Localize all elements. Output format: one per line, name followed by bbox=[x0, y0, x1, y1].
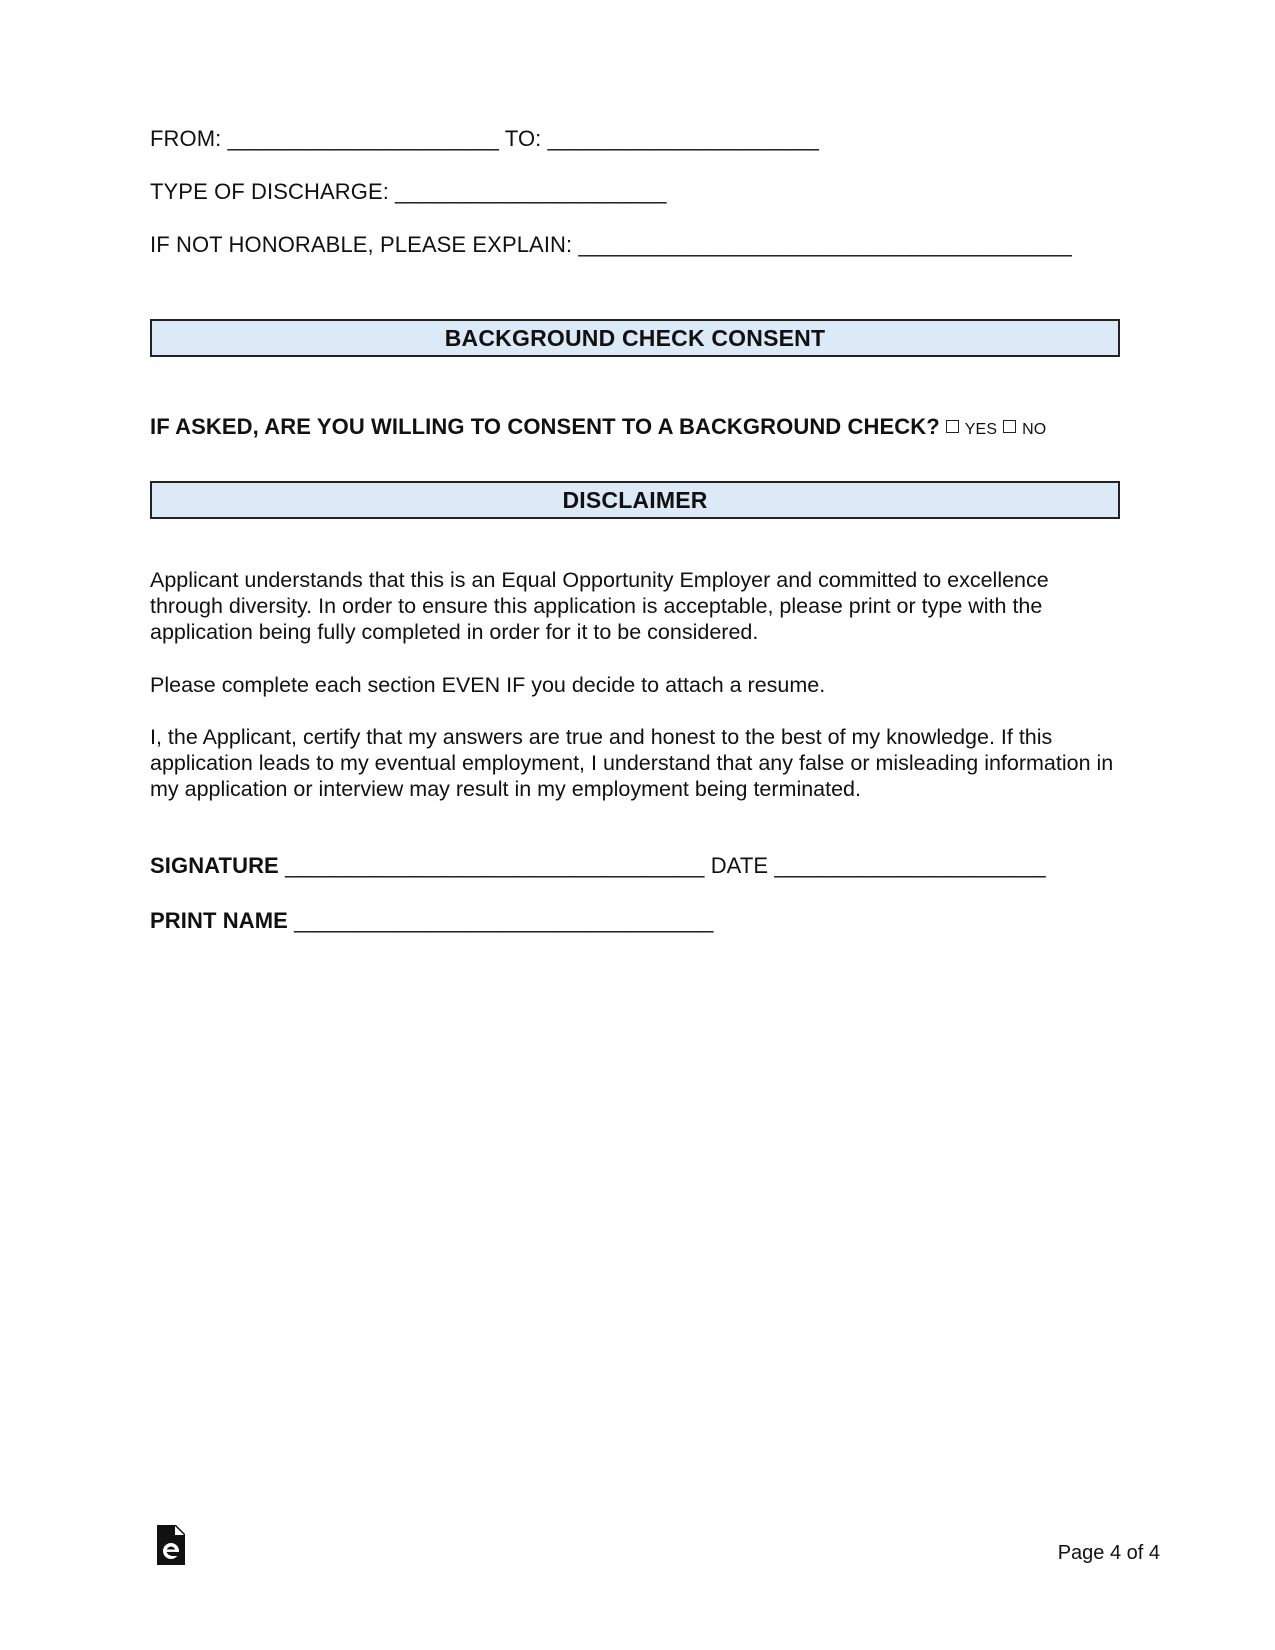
from-field[interactable]: ______________________ bbox=[227, 126, 499, 151]
signature-label: SIGNATURE bbox=[150, 853, 279, 878]
print-name-field[interactable]: __________________________________ bbox=[294, 908, 714, 933]
eforms-logo-icon bbox=[157, 1525, 185, 1565]
yes-label: YES bbox=[964, 421, 998, 438]
no-checkbox[interactable] bbox=[1003, 420, 1016, 433]
disclaimer-paragraph-1: Applicant understands that this is an Equal Opportunity Employer and committed to excellence through diversity. In order to ensure this application is acceptable, please print or type with the application being fully completed in order for it to be considered. bbox=[150, 568, 1049, 644]
page-number: Page 4 of 4 bbox=[1057, 1542, 1160, 1564]
to-label: TO: bbox=[504, 126, 542, 151]
print-name-label: PRINT NAME bbox=[150, 908, 288, 933]
no-label: NO bbox=[1022, 421, 1047, 438]
explain-row bbox=[150, 232, 1072, 258]
from-label: FROM: bbox=[150, 126, 222, 151]
date-field[interactable]: ______________________ bbox=[774, 853, 1046, 878]
background-check-title: BACKGROUND CHECK CONSENT bbox=[444, 324, 826, 351]
discharge-row bbox=[150, 179, 667, 205]
from-to-row bbox=[150, 126, 819, 152]
background-question-row bbox=[150, 414, 1046, 440]
to-field[interactable]: ______________________ bbox=[547, 126, 820, 151]
signature-row bbox=[150, 853, 1046, 879]
explain-label: IF NOT HONORABLE, PLEASE EXPLAIN: bbox=[150, 232, 573, 257]
disclaimer-paragraph-2: Please complete each section EVEN IF you decide to attach a resume. bbox=[150, 673, 826, 697]
signature-field[interactable]: __________________________________ bbox=[285, 853, 705, 878]
background-question: IF ASKED, ARE YOU WILLING TO CONSENT TO A BACKGROUND CHECK? bbox=[150, 414, 940, 439]
explain-field[interactable]: ________________________________________ bbox=[578, 232, 1072, 257]
date-label: DATE bbox=[710, 853, 769, 878]
discharge-label: TYPE OF DISCHARGE: bbox=[150, 179, 389, 204]
background-check-header bbox=[150, 319, 1120, 357]
disclaimer-title: DISCLAIMER bbox=[562, 486, 708, 513]
yes-checkbox[interactable] bbox=[946, 420, 959, 433]
disclaimer-paragraph-3: I, the Applicant, certify that my answers are true and honest to the best of my knowledge. If this application leads to my eventual employment, I understand that any false or misleading information in my application or interview may result in my employment being terminated. bbox=[150, 725, 1114, 801]
discharge-field[interactable]: ______________________ bbox=[395, 179, 667, 204]
print-name-row bbox=[150, 908, 714, 934]
disclaimer-header bbox=[150, 481, 1120, 519]
